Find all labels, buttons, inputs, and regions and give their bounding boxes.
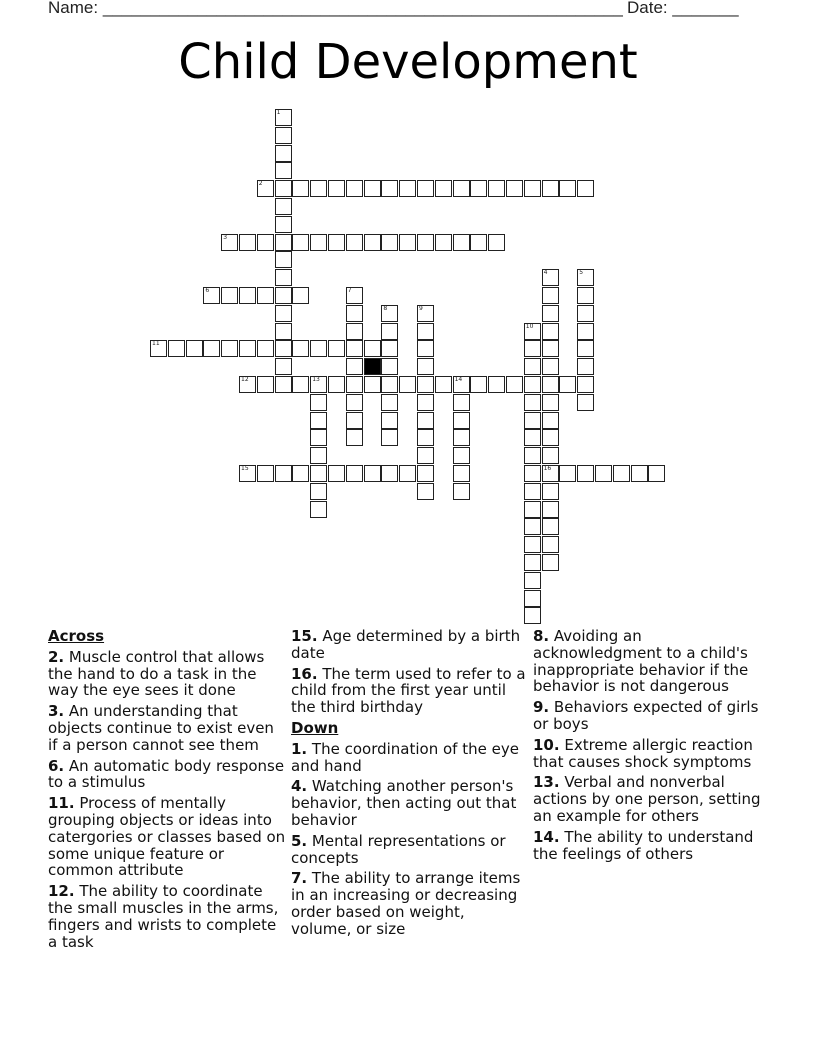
crossword-cell[interactable]	[257, 376, 274, 393]
crossword-cell[interactable]	[328, 340, 345, 357]
crossword-cell[interactable]	[417, 376, 434, 393]
name-label: Name:	[48, 0, 99, 17]
crossword-cell[interactable]	[524, 607, 541, 624]
crossword-cell[interactable]	[275, 198, 292, 215]
crossword-cell[interactable]	[239, 340, 256, 357]
crossword-cell[interactable]	[417, 180, 434, 197]
crossword-cell[interactable]	[257, 465, 274, 482]
clue-number: 8	[383, 304, 388, 312]
clue-number: 2	[258, 180, 263, 188]
crossword-cell[interactable]	[381, 180, 398, 197]
crossword-cell[interactable]	[417, 447, 434, 464]
crossword-cell[interactable]	[417, 323, 434, 340]
crossword-cell[interactable]	[453, 394, 470, 411]
crossword-cell[interactable]	[542, 340, 559, 357]
crossword-cell[interactable]	[417, 234, 434, 251]
black-square	[364, 358, 381, 375]
crossword-cell[interactable]	[470, 376, 487, 393]
crossword-cell[interactable]	[453, 376, 470, 393]
crossword-cell[interactable]	[346, 305, 363, 322]
crossword-cell[interactable]	[613, 465, 630, 482]
crossword-cell[interactable]	[275, 269, 292, 286]
crossword-cell[interactable]	[381, 305, 398, 322]
crossword-cell[interactable]	[346, 412, 363, 429]
crossword-cell[interactable]	[257, 234, 274, 251]
crossword-cell[interactable]	[453, 465, 470, 482]
down-clue: 8. Avoiding an acknowledgment to a child's inappropriate behavior if the behavior is not dangerous	[533, 627, 749, 696]
crossword-cell[interactable]	[435, 180, 452, 197]
crossword-cell[interactable]	[310, 412, 327, 429]
crossword-cell[interactable]	[275, 287, 292, 304]
crossword-cell[interactable]	[292, 465, 309, 482]
crossword-cell[interactable]	[524, 412, 541, 429]
crossword-cell[interactable]	[542, 429, 559, 446]
crossword-cell[interactable]	[542, 358, 559, 375]
crossword-cell[interactable]	[257, 287, 274, 304]
crossword-cell[interactable]	[577, 180, 594, 197]
crossword-cell[interactable]	[239, 465, 256, 482]
crossword-cell[interactable]	[542, 323, 559, 340]
crossword-cell[interactable]	[275, 376, 292, 393]
across-heading: Across	[48, 627, 105, 645]
crossword-cell[interactable]	[524, 590, 541, 607]
crossword-cell[interactable]	[364, 340, 381, 357]
crossword-cell[interactable]	[203, 340, 220, 357]
crossword-cell[interactable]	[292, 340, 309, 357]
crossword-cell[interactable]	[577, 323, 594, 340]
crossword-cell[interactable]	[346, 394, 363, 411]
crossword-cell[interactable]	[346, 287, 363, 304]
clue-column-1	[48, 628, 286, 954]
crossword-cell[interactable]	[577, 340, 594, 357]
crossword-cell[interactable]	[524, 554, 541, 571]
crossword-cell[interactable]	[542, 536, 559, 553]
crossword-cell[interactable]	[524, 376, 541, 393]
crossword-cell[interactable]	[435, 376, 452, 393]
down-clue: 14. The ability to understand the feelings of others	[533, 827, 754, 863]
clue-column-2	[291, 628, 529, 942]
crossword-cell[interactable]	[310, 376, 327, 393]
crossword-cell[interactable]	[275, 180, 292, 197]
down-clue: 1. The coordination of the eye and hand	[291, 739, 519, 775]
crossword-cell[interactable]	[524, 394, 541, 411]
crossword-cell[interactable]	[275, 465, 292, 482]
crossword-cell[interactable]	[577, 269, 594, 286]
crossword-cell[interactable]	[381, 234, 398, 251]
crossword-cell[interactable]	[542, 518, 559, 535]
crossword-cell[interactable]	[417, 465, 434, 482]
clue-number: 4	[543, 269, 548, 277]
crossword-cell[interactable]	[595, 465, 612, 482]
clue-number: 1	[276, 109, 281, 116]
crossword-cell[interactable]	[328, 234, 345, 251]
crossword-cell[interactable]	[239, 287, 256, 304]
crossword-cell[interactable]	[524, 447, 541, 464]
crossword-cell[interactable]	[310, 465, 327, 482]
crossword-cell[interactable]	[435, 234, 452, 251]
crossword-cell[interactable]	[310, 429, 327, 446]
crossword-cell[interactable]	[292, 287, 309, 304]
clue-number: 11	[152, 340, 160, 348]
crossword-cell[interactable]	[542, 305, 559, 322]
crossword-cell[interactable]	[168, 340, 185, 357]
crossword-cell[interactable]	[381, 323, 398, 340]
crossword-cell[interactable]	[346, 340, 363, 357]
crossword-cell[interactable]	[577, 465, 594, 482]
clue-number: 16	[543, 465, 552, 472]
crossword-cell[interactable]	[275, 358, 292, 375]
crossword-cell[interactable]	[346, 234, 363, 251]
crossword-cell[interactable]	[275, 234, 292, 251]
crossword-cell[interactable]	[453, 412, 470, 429]
crossword-cell[interactable]	[577, 305, 594, 322]
down-clue: 13. Verbal and nonverbal actions by one person, setting an example for others	[533, 773, 761, 825]
crossword-cell[interactable]	[417, 483, 434, 500]
down-clue: 9. Behaviors expected of girls or boys	[533, 698, 759, 733]
crossword-cell[interactable]	[524, 323, 541, 340]
crossword-cell[interactable]	[417, 412, 434, 429]
crossword-cell[interactable]	[506, 376, 523, 393]
crossword-cell[interactable]	[221, 287, 238, 304]
crossword-cell[interactable]	[221, 340, 238, 357]
date-label: Date:	[627, 0, 668, 17]
crossword-cell[interactable]	[417, 305, 434, 322]
crossword-cell[interactable]	[524, 483, 541, 500]
crossword-cell[interactable]	[364, 376, 381, 393]
crossword-cell[interactable]	[381, 340, 398, 357]
across-clue: 15. Age determined by a birth date	[291, 627, 521, 662]
crossword-cell[interactable]	[488, 376, 505, 393]
across-clue: 6. An automatic body response to a stimulus	[48, 756, 285, 792]
crossword-cell[interactable]	[221, 234, 238, 251]
crossword-cell[interactable]	[275, 251, 292, 268]
clue-number: 3	[223, 233, 228, 241]
crossword-cell[interactable]	[453, 234, 470, 251]
crossword-cell[interactable]	[275, 216, 292, 233]
date-line: _______	[672, 0, 739, 17]
across-clue: 2. Muscle control that allows the hand to do a task in the way the eye sees it done	[48, 647, 265, 700]
crossword-cell[interactable]	[577, 376, 594, 393]
crossword-cell[interactable]	[559, 465, 576, 482]
crossword-cell[interactable]	[275, 145, 292, 162]
crossword-cell[interactable]	[577, 358, 594, 375]
crossword-cell[interactable]	[346, 323, 363, 340]
crossword-cell[interactable]	[542, 501, 559, 518]
crossword-cell[interactable]	[417, 394, 434, 411]
crossword-cell[interactable]	[524, 180, 541, 197]
down-clue: 5. Mental representations or concepts	[291, 831, 506, 867]
crossword-cell[interactable]	[328, 180, 345, 197]
crossword-cell[interactable]	[542, 465, 559, 482]
crossword-cell[interactable]	[310, 447, 327, 464]
across-clue: 3. An understanding that objects continue to exist even if a person cannot see them	[48, 702, 274, 754]
crossword-cell[interactable]	[275, 340, 292, 357]
crossword-cell[interactable]	[542, 269, 559, 286]
crossword-cell[interactable]	[328, 376, 345, 393]
crossword-cell[interactable]	[542, 447, 559, 464]
crossword-cell[interactable]	[524, 518, 541, 535]
crossword-cell[interactable]	[381, 358, 398, 375]
crossword-cell[interactable]	[470, 234, 487, 251]
crossword-cell[interactable]	[524, 465, 541, 482]
crossword-cell[interactable]	[275, 305, 292, 322]
crossword-cell[interactable]	[346, 180, 363, 197]
clue-column-3	[533, 628, 771, 866]
crossword-cell[interactable]	[292, 234, 309, 251]
crossword-cell[interactable]	[381, 429, 398, 446]
crossword-cell[interactable]	[150, 340, 167, 357]
crossword-cell[interactable]	[631, 465, 648, 482]
crossword-cell[interactable]	[346, 376, 363, 393]
crossword-cell[interactable]	[310, 483, 327, 500]
crossword-cell[interactable]	[364, 234, 381, 251]
crossword-cell[interactable]	[470, 180, 487, 197]
crossword-cell[interactable]	[239, 376, 256, 393]
across-clue: 12. The ability to coordinate the small muscles in the arms, fingers and wrists to complete a task	[48, 882, 279, 951]
crossword-cell[interactable]	[453, 429, 470, 446]
across-clue: 16. The term used to refer to a child from the first year until the third birthday	[291, 664, 526, 717]
across-clue: 11. Process of mentally grouping objects or ideas into catergories or classes based on some unique feature or common attribute	[48, 794, 286, 880]
crossword-cell[interactable]	[542, 394, 559, 411]
crossword-cell[interactable]	[399, 465, 416, 482]
crossword-cell[interactable]	[364, 465, 381, 482]
crossword-cell[interactable]	[399, 234, 416, 251]
crossword-cell[interactable]	[453, 447, 470, 464]
crossword-cell[interactable]	[542, 412, 559, 429]
clue-number: 6	[205, 287, 210, 294]
crossword-cell[interactable]	[542, 376, 559, 393]
clue-number: 9	[419, 304, 423, 312]
crossword-cell[interactable]	[346, 358, 363, 375]
down-heading: Down	[291, 718, 339, 737]
crossword-cell[interactable]	[310, 394, 327, 411]
crossword-cell[interactable]	[542, 554, 559, 571]
crossword-cell[interactable]	[524, 429, 541, 446]
clue-number: 14	[454, 376, 463, 383]
crossword-cell[interactable]	[453, 483, 470, 500]
crossword-cell[interactable]	[346, 465, 363, 482]
crossword-cell[interactable]	[257, 180, 274, 197]
crossword-cell[interactable]	[417, 429, 434, 446]
crossword-cell[interactable]	[328, 465, 345, 482]
clue-number: 5	[579, 269, 584, 277]
crossword-cell[interactable]	[399, 180, 416, 197]
crossword-cell[interactable]	[577, 394, 594, 411]
clue-number: 15	[241, 465, 249, 472]
crossword-cell[interactable]	[399, 376, 416, 393]
crossword-cell[interactable]	[559, 180, 576, 197]
crossword-cell[interactable]	[239, 234, 256, 251]
crossword-cell[interactable]	[417, 358, 434, 375]
crossword-cell[interactable]	[381, 412, 398, 429]
down-clue: 10. Extreme allergic reaction that causes shock symptoms	[533, 735, 753, 771]
crossword-cell[interactable]	[292, 376, 309, 393]
page-title: Child Development	[178, 34, 638, 90]
crossword-cell[interactable]	[559, 376, 576, 393]
crossword-cell[interactable]	[577, 287, 594, 304]
name-line: _______________________________________________________	[102, 0, 623, 17]
clue-number: 7	[347, 287, 352, 294]
crossword-cell[interactable]	[346, 429, 363, 446]
crossword-cell[interactable]	[524, 501, 541, 518]
crossword-cell[interactable]	[542, 483, 559, 500]
crossword-cell[interactable]	[203, 287, 220, 304]
crossword-cell[interactable]	[186, 340, 203, 357]
crossword-cell[interactable]	[417, 340, 434, 357]
crossword-cell[interactable]	[310, 180, 327, 197]
crossword-cell[interactable]	[364, 180, 381, 197]
crossword-cell[interactable]	[310, 234, 327, 251]
crossword-cell[interactable]	[524, 536, 541, 553]
clue-number: 12	[241, 376, 249, 383]
crossword-cell[interactable]	[310, 340, 327, 357]
clue-number: 13	[312, 376, 320, 383]
crossword-cell[interactable]	[542, 287, 559, 304]
crossword-cell[interactable]	[310, 501, 327, 518]
down-clue: 4. Watching another person's behavior, then acting out that behavior	[291, 777, 517, 829]
clue-number: 10	[525, 322, 534, 330]
crossword-cell[interactable]	[648, 465, 665, 482]
crossword-cell[interactable]	[292, 180, 309, 197]
crossword-cell[interactable]	[275, 109, 292, 126]
down-clue: 7. The ability to arrange items in an increasing or decreasing order based on weight, volume, or size	[291, 869, 521, 938]
crossword-cell[interactable]	[257, 340, 274, 357]
crossword-cell[interactable]	[524, 340, 541, 357]
crossword-cell[interactable]	[275, 323, 292, 340]
crossword-cell[interactable]	[524, 572, 541, 589]
crossword-cell[interactable]	[524, 358, 541, 375]
crossword-cell[interactable]	[542, 180, 559, 197]
crossword-cell[interactable]	[453, 180, 470, 197]
crossword-cell[interactable]	[488, 180, 505, 197]
crossword-cell[interactable]	[381, 465, 398, 482]
crossword-cell[interactable]	[506, 180, 523, 197]
crossword-cell[interactable]	[488, 234, 505, 251]
crossword-cell[interactable]	[275, 162, 292, 179]
crossword-cell[interactable]	[381, 376, 398, 393]
crossword-cell[interactable]	[275, 127, 292, 144]
crossword-cell[interactable]	[381, 394, 398, 411]
